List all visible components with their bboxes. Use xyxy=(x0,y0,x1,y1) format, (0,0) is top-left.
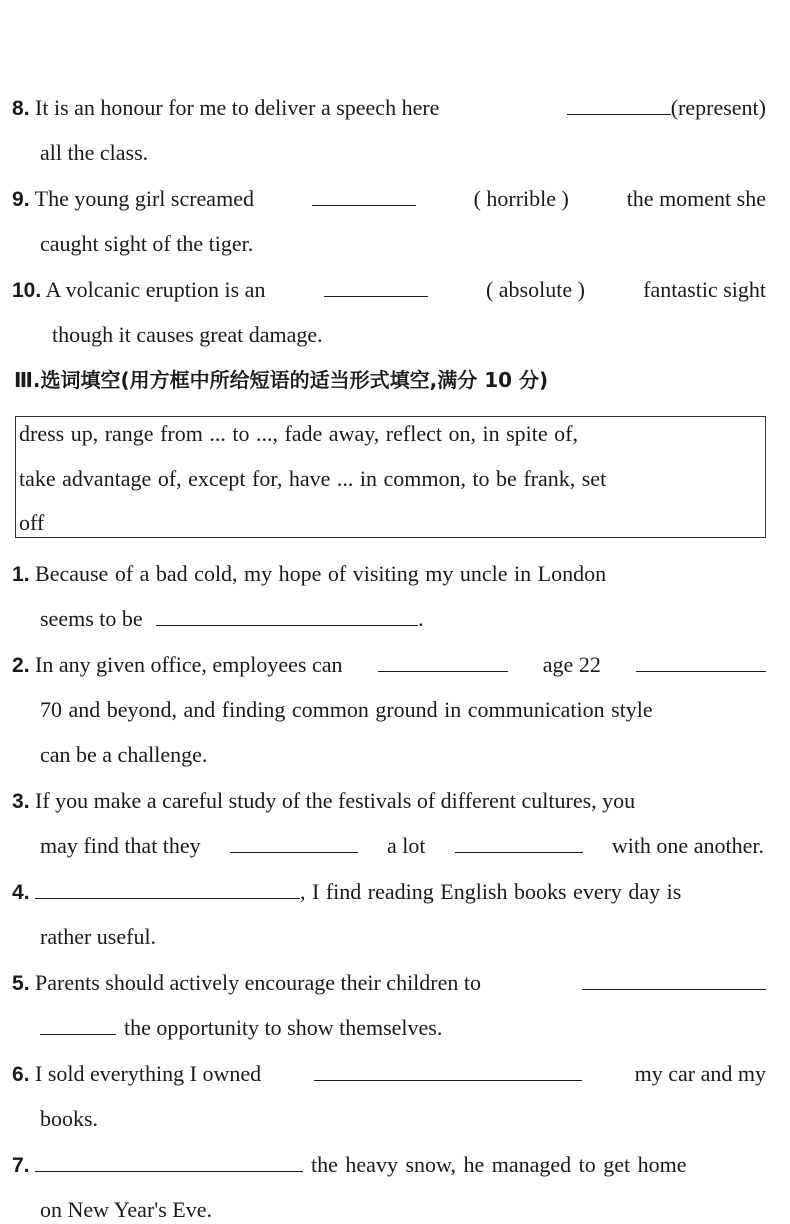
question-text-after: my car and my xyxy=(634,1061,766,1086)
word-box-line: off xyxy=(19,510,45,535)
answer-blank[interactable] xyxy=(312,185,416,206)
question-text-continued: on New Year's Eve. xyxy=(40,1197,212,1222)
question-9-line-2 xyxy=(40,230,253,258)
question-text: seems to be xyxy=(40,606,143,631)
question-text: In any given office, employees can xyxy=(35,652,343,677)
question-text: may find that they xyxy=(40,833,201,858)
question-text: I sold everything I owned xyxy=(35,1061,262,1086)
answer-blank[interactable] xyxy=(378,651,508,672)
answer-blank[interactable] xyxy=(314,1060,582,1081)
word-hint: ( absolute ) xyxy=(485,277,585,302)
question-6-line-1: 6. I sold everything I owned my car and my xyxy=(12,1060,766,1089)
question-2-line-2 xyxy=(40,696,653,724)
question-7-line-1: 7. the heavy snow, he managed to get home xyxy=(12,1152,687,1177)
question-6-line-2 xyxy=(40,1105,98,1133)
question-4-line-2 xyxy=(40,923,156,951)
section-heading: Ⅲ.选词填空(用方框中所给短语的适当形式填空,满分 10 分) xyxy=(14,368,549,392)
question-5-line-1: 5. Parents should actively encourage their children to xyxy=(12,969,766,998)
question-3-line-1: 3. If you make a careful study of the festivals of different cultures, you xyxy=(12,788,636,813)
answer-blank-continued[interactable] xyxy=(40,1014,116,1035)
answer-blank[interactable] xyxy=(230,832,358,853)
word-box-line: take advantage of, except for, have ... in common, to be frank, set xyxy=(19,466,607,491)
question-text: It is an honour for me to deliver a speech here xyxy=(35,95,440,120)
answer-blank[interactable] xyxy=(156,605,418,626)
question-text-continued: can be a challenge. xyxy=(40,742,208,767)
question-text-continued: the opportunity to show themselves. xyxy=(124,1015,443,1040)
question-text-mid: a lot xyxy=(387,833,426,858)
question-number: 4 xyxy=(12,881,24,904)
question-5-line-2 xyxy=(40,1014,442,1042)
question-text-continued: rather useful. xyxy=(40,924,157,949)
word-box-line: dress up, range from ... to ..., fade away, reflect on, in spite of, xyxy=(19,421,578,446)
question-number: 9 xyxy=(12,188,24,211)
question-8-line-2 xyxy=(40,139,148,167)
word-hint: ( horrible ) xyxy=(473,186,569,211)
question-10-line-2 xyxy=(52,321,323,349)
question-text: If you make a careful study of the festivals of different cultures, you xyxy=(35,788,636,813)
question-text-continued: all the class. xyxy=(40,140,149,165)
question-text-after: the heavy snow, he managed to get home xyxy=(311,1152,687,1177)
question-2-line-3 xyxy=(40,741,207,769)
question-2-line-1: 2. In any given office, employees can age 22 xyxy=(12,651,766,680)
question-number: 7 xyxy=(12,1154,24,1177)
question-text-continued: books. xyxy=(40,1106,99,1131)
question-text-after: with one another. xyxy=(611,833,764,858)
question-number: 8 xyxy=(12,97,24,120)
question-number: 1 xyxy=(12,563,24,586)
answer-blank[interactable] xyxy=(582,969,766,990)
question-number: 10 xyxy=(12,279,36,302)
question-4-line-1: 4. , I find reading English books every day is xyxy=(12,879,682,904)
question-text-continued: though it causes great damage. xyxy=(52,322,323,347)
word-box xyxy=(15,416,766,538)
question-text: The young girl screamed xyxy=(34,186,254,211)
question-number: 2 xyxy=(12,654,24,677)
word-hint: (represent) xyxy=(670,95,766,120)
answer-blank[interactable] xyxy=(636,651,766,672)
question-text-continued: caught sight of the tiger. xyxy=(40,231,254,256)
question-text-after: fantastic sight xyxy=(643,277,766,302)
question-1-line-2 xyxy=(40,605,424,633)
question-text-after: , I find reading English books every day is xyxy=(300,879,682,904)
answer-blank[interactable] xyxy=(35,1151,303,1172)
question-8-line-1: 8. It is an honour for me to deliver a speech here (represent) xyxy=(12,95,766,120)
question-text: Parents should actively encourage their children to xyxy=(35,970,481,995)
question-7-line-2 xyxy=(40,1196,212,1224)
question-text: Because of a bad cold, my hope of visiting my uncle in London xyxy=(35,561,607,586)
question-text: A volcanic eruption is an xyxy=(45,277,266,302)
answer-blank[interactable] xyxy=(35,878,300,899)
question-1-line-1: 1. Because of a bad cold, my hope of visiting my uncle in London xyxy=(12,561,607,586)
question-10-line-1: 10. A volcanic eruption is an ( absolute ) fantastic sight xyxy=(12,276,766,305)
question-text-after: the moment she xyxy=(626,186,766,211)
question-number: 6 xyxy=(12,1063,24,1086)
question-text-mid: age 22 xyxy=(542,652,601,677)
answer-blank[interactable] xyxy=(455,832,583,853)
question-text-after: . xyxy=(418,606,424,631)
question-number: 3 xyxy=(12,790,24,813)
question-text-continued: 70 and beyond, and finding common ground in communication style xyxy=(40,697,653,722)
answer-blank[interactable] xyxy=(567,94,671,115)
question-3-line-2 xyxy=(40,832,764,860)
question-9-line-1: 9. The young girl screamed ( horrible ) the moment she xyxy=(12,185,766,214)
answer-blank[interactable] xyxy=(324,276,428,297)
question-number: 5 xyxy=(12,972,24,995)
